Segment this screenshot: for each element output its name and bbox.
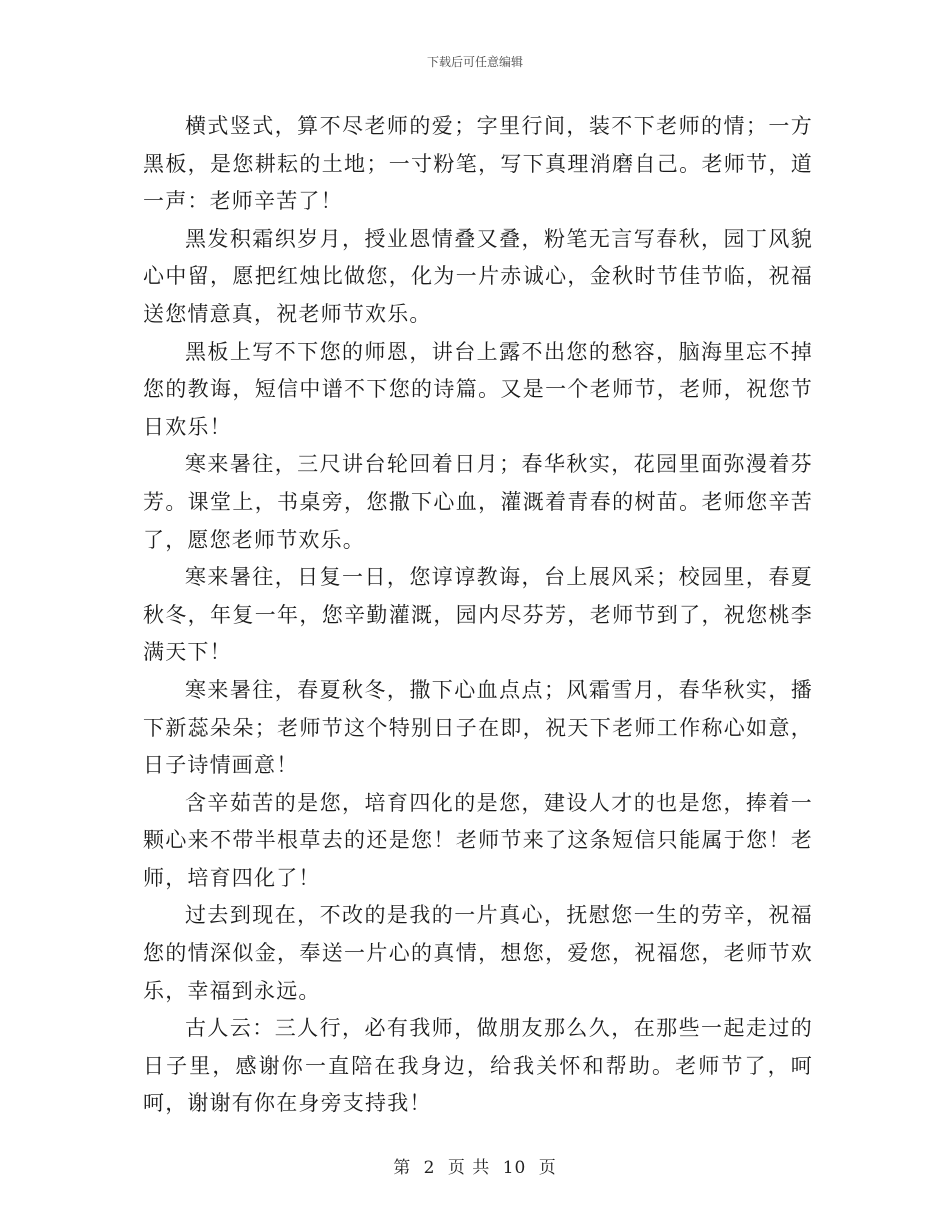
paragraph-5: 寒来暑往，日复一日，您谆谆教诲，台上展风采；校园里，春夏秋冬，年复一年，您辛勤灌溉，园内尽芬芳，老师节到了，祝您桃李满天下！ xyxy=(143,565,813,665)
paragraph-2: 黑发积霜织岁月，授业恩情叠又叠，粉笔无言写春秋，园丁风貌心中留，愿把红烛比做您，化为一片赤诚心，金秋时节佳节临，祝福送您情意真，祝老师节欢乐。 xyxy=(143,226,813,326)
paragraph-4: 寒来暑往，三尺讲台轮回着日月；春华秋实，花园里面弥漫着芬芳。课堂上，书桌旁，您撒下心血，灌溉着青春的树苗。老师您辛苦了，愿您老师节欢乐。 xyxy=(143,452,813,552)
page-header: 下载后可任意编辑 xyxy=(426,55,523,69)
paragraph-8: 过去到现在，不改的是我的一片真心，抚慰您一生的劳辛，祝福您的情深似金，奉送一片心的真情，想您，爱您，祝福您，老师节欢乐，幸福到永远。 xyxy=(143,903,813,1003)
page-footer xyxy=(0,1153,950,1178)
page-number: 2 xyxy=(423,1158,436,1178)
page-total: 10 xyxy=(502,1158,527,1178)
paragraph-9: 古人云：三人行，必有我师，做朋友那么久，在那些一起走过的日子里，感谢你一直陪在我身边，给我关怀和帮助。老师节了，呵呵，谢谢有你在身旁支持我！ xyxy=(143,1016,813,1116)
page-suffix: 页 xyxy=(538,1158,557,1178)
page-prefix: 第 xyxy=(393,1158,412,1178)
paragraph-6: 寒来暑往，春夏秋冬，撒下心血点点；风霜雪月，春华秋实，播下新蕊朵朵；老师节这个特别日子在即，祝天下老师工作称心如意，日子诗情画意！ xyxy=(143,677,813,778)
paragraph-1: 横式竖式，算不尽老师的爱；字里行间，装不下老师的情；一方黑板，是您耕耘的土地；一寸粉笔，写下真理消磨自己。老师节，道一声：老师辛苦了！ xyxy=(143,114,813,214)
document-body xyxy=(143,108,813,1123)
paragraph-7: 含辛茹苦的是您，培育四化的是您，建设人才的也是您，捧着一颗心来不带半根草去的还是您！老师节来了这条短信只能属于您！老师，培育四化了！ xyxy=(143,790,813,890)
page-mid: 页 共 xyxy=(447,1158,491,1178)
paragraph-3: 黑板上写不下您的师恩，讲台上露不出您的愁容，脑海里忘不掉您的教诲，短信中谱不下您的诗篇。又是一个老师节，老师，祝您节日欢乐！ xyxy=(143,339,813,439)
